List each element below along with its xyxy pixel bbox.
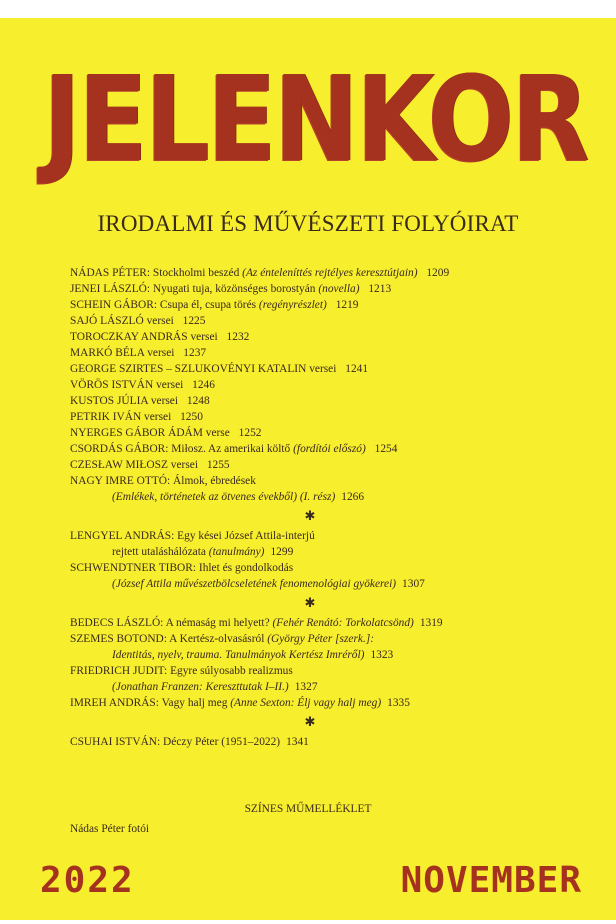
- toc-author: SCHWENDTNER TIBOR:: [70, 562, 197, 574]
- toc-note: (regényrészlet): [258, 299, 327, 311]
- toc-title: versei: [147, 347, 175, 359]
- toc-author: PETRIK IVÁN: [70, 411, 142, 423]
- toc-entry: [70, 734, 610, 750]
- toc-entry: [70, 297, 610, 313]
- toc-page: 1250: [180, 411, 203, 423]
- toc-author: GEORGE SZIRTES – SZLUKOVÉNYI KATALIN: [70, 363, 307, 375]
- toc-title: Miłosz. Az amerikai költő: [171, 443, 291, 455]
- toc-title: versei: [309, 363, 337, 375]
- toc-page: 1319: [419, 617, 443, 629]
- toc-author: CSUHAI ISTVÁN:: [70, 736, 161, 748]
- toc-title: Stockholmi beszéd: [152, 267, 240, 279]
- toc-author: NAGY IMRE OTTÓ:: [70, 475, 171, 487]
- toc-entry: [70, 663, 610, 679]
- toc-page: 1237: [183, 347, 207, 359]
- toc-page: 1341: [286, 736, 309, 748]
- toc-entry: [70, 615, 610, 631]
- toc-title: Egyre súlyosabb realizmus: [170, 665, 293, 677]
- supplement-note: Nádas Péter fotói: [70, 823, 150, 835]
- toc-entry: [70, 528, 610, 544]
- toc-page: 1246: [192, 379, 215, 391]
- toc-entry: [70, 409, 610, 425]
- toc-author: CZESŁAW MIŁOSZ: [70, 459, 168, 471]
- separator-star: ✱: [304, 595, 316, 610]
- toc-continuation: [70, 576, 610, 592]
- toc-page: 1225: [182, 315, 206, 327]
- toc-title: Csupa él, csupa törés: [159, 299, 257, 311]
- toc-author: SAJÓ LÁSZLÓ: [70, 315, 144, 327]
- toc-entry: [70, 695, 610, 711]
- toc-page: 1266: [341, 491, 365, 503]
- table-of-contents: [70, 265, 610, 750]
- toc-page: 1299: [270, 546, 294, 558]
- supplement-heading: SZÍNES MŰMELLÉKLET: [244, 803, 372, 815]
- toc-continuation: [70, 489, 610, 505]
- toc-author: TOROCZKAY ANDRÁS: [70, 331, 188, 343]
- toc-entry: [70, 377, 610, 393]
- toc-title: versei: [150, 395, 179, 407]
- toc-author: NYERGES GÁBOR ÁDÁM: [70, 427, 203, 439]
- toc-author: FRIEDRICH JUDIT:: [70, 665, 168, 677]
- toc-entry: [70, 631, 610, 647]
- toc-entry: [70, 393, 610, 409]
- toc-author: KUSTOS JÚLIA: [70, 395, 148, 407]
- toc-title: Ihlet és gondolkodás: [198, 562, 294, 574]
- toc-entry: [70, 425, 610, 441]
- toc-list: [70, 265, 610, 489]
- toc-page: 1248: [186, 395, 210, 407]
- toc-page: 1219: [335, 299, 359, 311]
- toc-continuation: [70, 544, 610, 560]
- toc-page: 1327: [294, 681, 318, 693]
- toc-author: IMREH ANDRÁS:: [70, 697, 159, 709]
- toc-page: 1323: [370, 649, 394, 661]
- toc-title: Déczy Péter (1951–2022): [163, 736, 281, 748]
- toc-author: SCHEIN GÁBOR:: [70, 299, 158, 311]
- issue-year: 2022: [40, 860, 135, 901]
- toc-entry: [70, 281, 610, 297]
- toc-note: Identitás, nyelv, trauma. Tanulmányok Kertész Imréről): [112, 649, 365, 661]
- toc-title: Vagy halj meg: [161, 697, 228, 709]
- toc-note: (Jonathan Franzen: Kereszttutak I–II.): [112, 681, 289, 693]
- magazine-cover: [0, 18, 616, 920]
- toc-note: (Az énteleníttés rejtélyes keresztútjain): [242, 267, 418, 279]
- toc-title: rejtett utaláshálózata: [112, 546, 206, 558]
- toc-author: JENEI LÁSZLÓ:: [70, 283, 151, 295]
- toc-author: VÖRÖS ISTVÁN: [70, 379, 154, 391]
- toc-entry: [70, 457, 610, 473]
- toc-title: verse: [205, 427, 230, 439]
- issue-month: NOVEMBER: [400, 860, 582, 901]
- toc-page: 1254: [374, 443, 398, 455]
- toc-page: 1255: [206, 459, 230, 471]
- toc-entry: [70, 313, 610, 329]
- toc-title: versei: [146, 315, 174, 327]
- toc-title: versei: [156, 379, 184, 391]
- masthead-logo: JELENKOR: [43, 50, 587, 188]
- toc-title: versei: [144, 411, 172, 423]
- toc-entry: [70, 441, 610, 457]
- separator-star: ✱: [304, 714, 316, 729]
- toc-note: (novella): [318, 283, 360, 295]
- toc-entry: [70, 560, 610, 576]
- toc-author: SZEMES BOTOND:: [70, 633, 167, 645]
- toc-note: (Fehér Renátó: Torkolatcsönd): [272, 617, 414, 629]
- toc-page: 1209: [426, 267, 450, 279]
- toc-title: A Kertész-olvasásról: [169, 633, 265, 645]
- toc-title: Egy kései József Attila-interjú: [177, 530, 315, 542]
- toc-entry: [70, 473, 610, 489]
- toc-entry: [70, 361, 610, 377]
- toc-note: (tanulmány): [208, 546, 265, 558]
- toc-page: 1232: [226, 331, 250, 343]
- toc-author: BEDECS LÁSZLÓ:: [70, 617, 164, 629]
- toc-note: (Emlékek, történetek az ötvenes évekből) (I. rész): [112, 491, 336, 503]
- toc-continuation: [70, 679, 610, 695]
- toc-title: versei: [190, 331, 218, 343]
- toc-page: 1335: [387, 697, 410, 709]
- separator-star: ✱: [304, 508, 316, 523]
- toc-title: Nyugati tuja, közönséges borostyán: [152, 283, 316, 295]
- toc-note: (fordítói előszó): [293, 443, 366, 455]
- toc-author: CSORDÁS GÁBOR:: [70, 443, 169, 455]
- toc-entry: [70, 345, 610, 361]
- toc-title: versei: [170, 459, 198, 471]
- toc-note: (György Péter [szerk.]:: [267, 633, 375, 645]
- toc-page: 1241: [345, 363, 369, 375]
- toc-author: NÁDAS PÉTER:: [70, 267, 151, 279]
- toc-page: 1307: [402, 578, 425, 590]
- toc-title: A némaság mi helyett?: [165, 617, 270, 629]
- subtitle: IRODALMI ÉS MŰVÉSZETI FOLYÓIRAT: [97, 211, 519, 236]
- toc-page: 1213: [368, 283, 392, 295]
- toc-note: (Anne Sexton: Élj vagy halj meg): [230, 697, 382, 709]
- toc-page: 1252: [238, 427, 262, 439]
- toc-author: LENGYEL ANDRÁS:: [70, 530, 175, 542]
- toc-author: MARKÓ BÉLA: [70, 347, 145, 359]
- toc-note: (József Attila művészetbölcseletének fenomenológiai gyökerei): [112, 578, 397, 590]
- toc-continuation: [70, 647, 610, 663]
- toc-entry: [70, 265, 610, 281]
- toc-entry: [70, 329, 610, 345]
- toc-title: Álmok, ébredések: [173, 475, 256, 487]
